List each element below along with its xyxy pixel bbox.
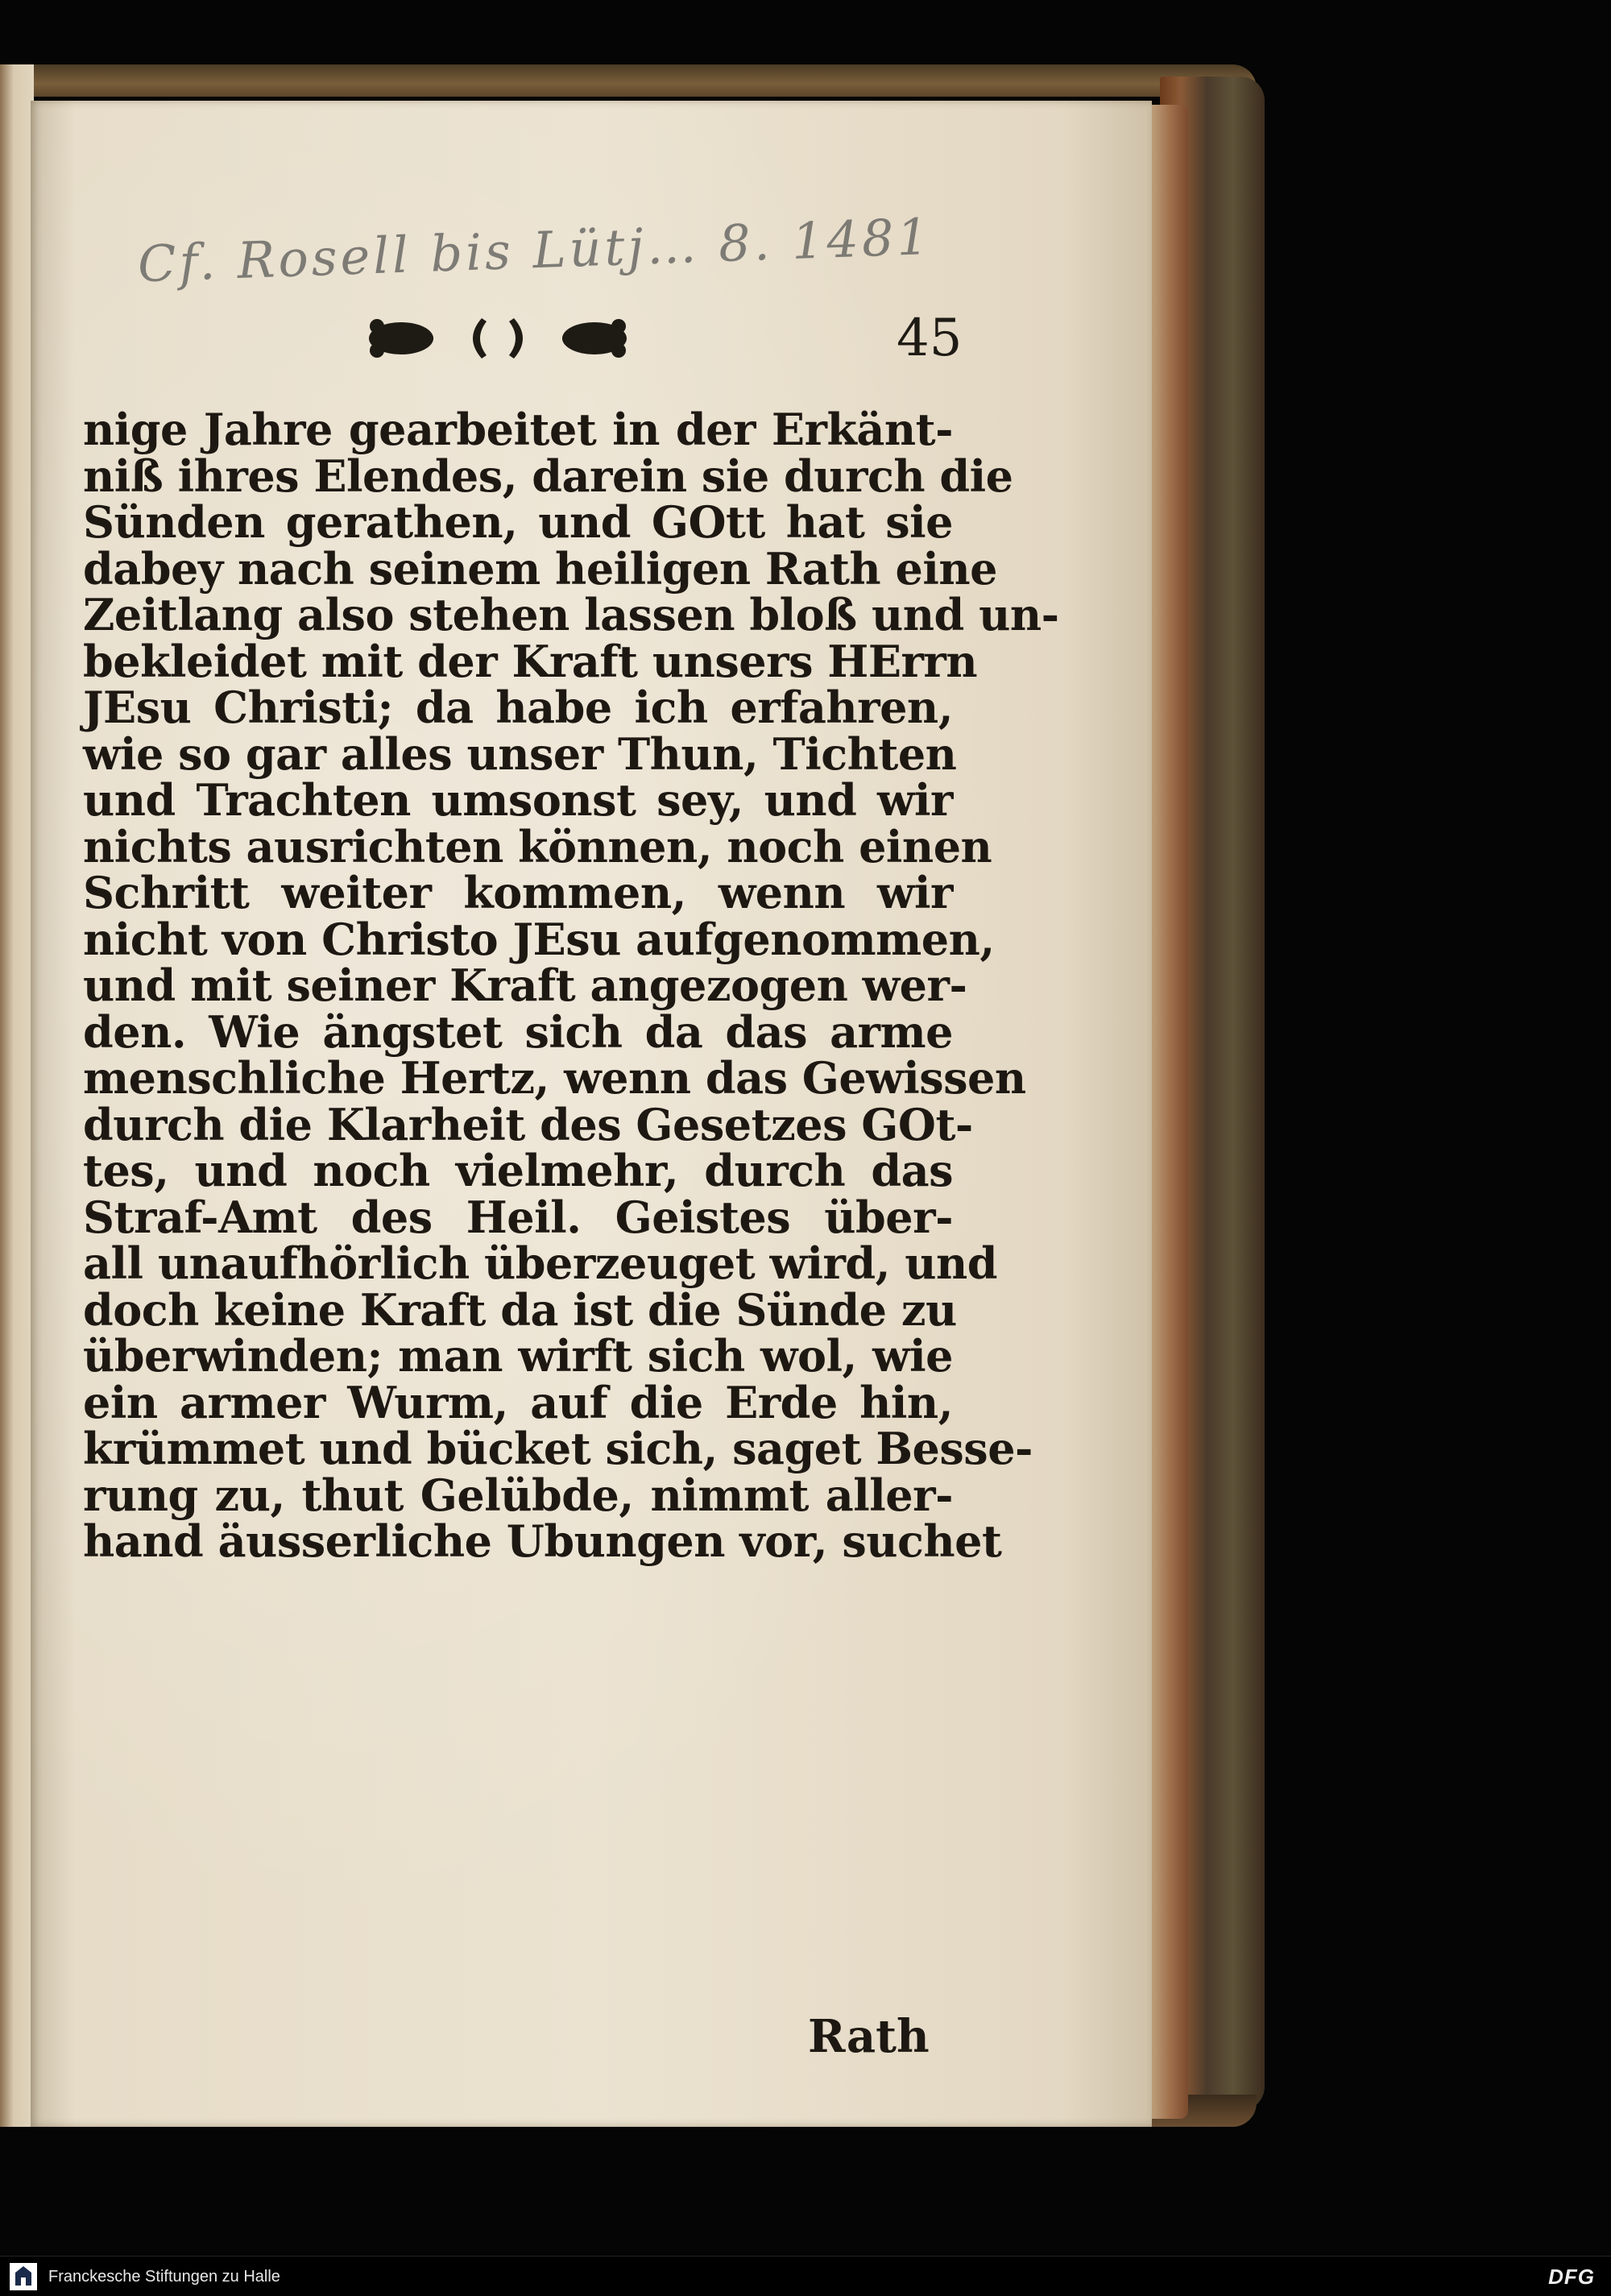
institution-name: Franckesche Stiftungen zu Halle <box>48 2268 280 2286</box>
handwritten-note: Cf. Rosell bis Lütj… 8. 1481 <box>136 206 933 294</box>
dfg-logo: DFG <box>1548 2265 1595 2289</box>
text-line: menschliche Hertz, wenn das Gewissen <box>83 1052 1026 1104</box>
text-line: niß ihres Elendes, darein sie durch die <box>83 450 1013 502</box>
catchword: Rath <box>808 2010 930 2063</box>
text-line: Schritt weiter kommen, wenn wir <box>83 867 953 918</box>
text-line: tes, und noch vielmehr, durch das <box>83 1145 953 1196</box>
text-line: und mit seiner Kraft angezogen wer- <box>83 959 967 1011</box>
text-line: ein armer Wurm, auf die Erde hin, <box>83 1376 953 1428</box>
institution-logo-icon <box>10 2263 37 2290</box>
text-line: all unaufhörlich überzeuget wird, und <box>83 1237 998 1289</box>
body-text <box>83 404 1059 1567</box>
text-line: bekleidet mit der Kraft unsers HErrn <box>83 635 978 687</box>
text-line: und Trachten umsonst sey, und wir <box>83 774 953 826</box>
text-line: nichts ausrichten können, noch einen <box>83 820 992 872</box>
text-line: Zeitlang also stehen lassen bloß und un- <box>83 589 1059 640</box>
text-line: durch die Klarheit des Gesetzes GOt- <box>83 1098 973 1150</box>
text-line: Straf-Amt des Heil. Geistes über- <box>83 1191 953 1243</box>
previous-page-sliver <box>0 64 34 2127</box>
text-line: dabey nach seinem heiligen Rath eine <box>83 542 997 595</box>
footer-bar <box>0 2256 1611 2296</box>
text-line: nicht von Christo JEsu aufgenommen, <box>83 913 995 965</box>
text-line: doch keine Kraft da ist die Sünde zu <box>83 1283 957 1336</box>
text-line: den. Wie ängstet sich da das arme <box>83 1005 953 1058</box>
book-page <box>31 101 1152 2127</box>
ornament-header-icon <box>353 306 691 371</box>
page-number: 45 <box>897 309 963 368</box>
text-line: Sünden gerathen, und GOtt hat sie <box>83 496 953 548</box>
text-line: JEsu Christi; da habe ich erfahren, <box>83 682 953 733</box>
text-line: überwinden; man wirft sich wol, wie <box>83 1330 953 1382</box>
text-line: nige Jahre gearbeitet in der Erkänt- <box>83 404 953 455</box>
text-line: wie so gar alles unser Thun, Tichten <box>83 727 957 780</box>
book-cover-top-edge <box>0 64 1257 97</box>
text-line: rung zu, thut Gelübde, nimmt aller- <box>83 1469 953 1521</box>
text-line: hand äusserliche Ubungen vor, suchet <box>83 1515 1002 1567</box>
text-line: krümmet und bücket sich, saget Besse- <box>83 1423 1033 1474</box>
